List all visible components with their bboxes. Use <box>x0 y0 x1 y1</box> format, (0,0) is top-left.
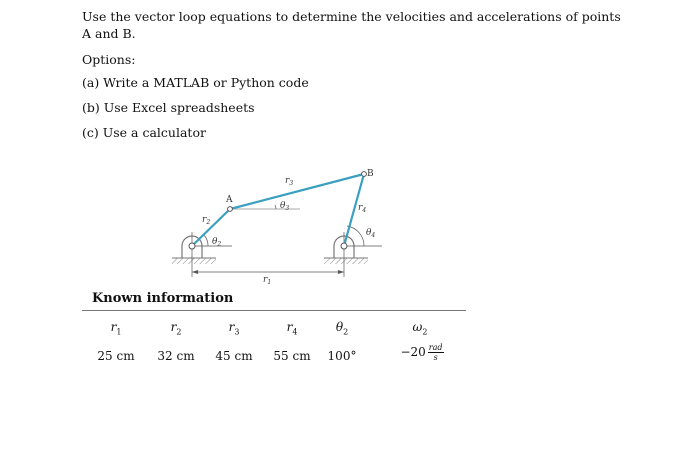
option-c: (c) Use a calculator <box>82 125 206 140</box>
option-a: (a) Write a MATLAB or Python code <box>82 75 309 90</box>
omega2-unit: $\frac{\text{rad}}{s}$ <box>428 343 443 362</box>
table-divider <box>82 310 466 311</box>
four-bar-linkage-diagram <box>160 162 400 284</box>
joint-b <box>362 172 367 177</box>
value-r2: 32 cm <box>157 349 195 363</box>
label-b: B <box>367 169 374 179</box>
value-r1: 25 cm <box>97 349 135 363</box>
ground-left <box>172 236 216 264</box>
joint-a <box>228 207 233 212</box>
theta3-arc <box>275 205 276 209</box>
label-r4: $r_4$ <box>358 203 367 214</box>
joint-o2 <box>189 243 195 249</box>
question-text: Use the vector loop equations to determine the velocities and accelerations of points A and B. <box>82 9 621 41</box>
label-theta4: $\theta_4$ <box>366 228 376 239</box>
label-r1: $r_1$ <box>263 275 272 286</box>
joint-o4 <box>341 243 347 249</box>
header-r1: $r_1$ <box>110 320 122 337</box>
options-heading: Options: <box>82 52 136 67</box>
header-omega2: $\omega_2$ <box>412 320 428 337</box>
theta2-arc <box>204 235 208 246</box>
link-r3 <box>230 174 364 209</box>
value-omega2 <box>392 343 452 362</box>
link-r2 <box>192 209 230 246</box>
omega2-number: −20 <box>400 345 426 359</box>
value-r3: 45 cm <box>215 349 253 363</box>
label-theta2: $\theta_2$ <box>212 237 222 248</box>
header-r2: $r_2$ <box>170 320 182 337</box>
header-r3: $r_3$ <box>228 320 240 337</box>
value-r4: 55 cm <box>273 349 311 363</box>
label-a: A <box>226 195 233 205</box>
value-theta2: 100° <box>327 349 357 363</box>
r1-arrow-right <box>338 270 344 274</box>
known-information-title: Known information <box>92 291 234 306</box>
label-theta3: $\theta_3$ <box>280 201 290 212</box>
header-theta2: $\theta_2$ <box>335 320 349 337</box>
option-b: (b) Use Excel spreadsheets <box>82 100 255 115</box>
label-r3: $r_3$ <box>285 176 294 187</box>
header-r4: $r_4$ <box>286 320 298 337</box>
r1-arrow-left <box>192 270 198 274</box>
label-r2: $r_2$ <box>202 215 211 226</box>
